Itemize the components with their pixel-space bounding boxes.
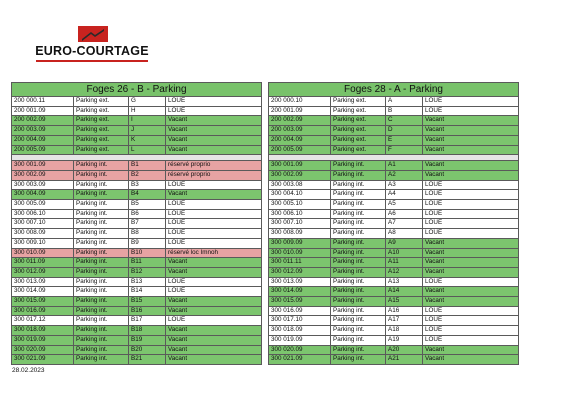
reference-cell: 300 012.09 [12, 267, 74, 277]
type-cell: Parking ext. [331, 145, 386, 155]
type-cell: Parking int. [74, 287, 129, 297]
reference-cell: 300 004.09 [12, 190, 74, 200]
table-row [12, 267, 262, 277]
place-cell: B5 [129, 200, 166, 210]
status-cell: Vacant [166, 126, 262, 136]
place-cell: A20 [386, 345, 423, 355]
place-cell: B1 [129, 161, 166, 171]
status-cell: Vacant [423, 345, 519, 355]
status-cell: LOUE [423, 229, 519, 239]
table-row [12, 258, 262, 268]
table-row [12, 116, 262, 126]
status-cell: Vacant [423, 355, 519, 365]
reference-cell: 300 019.09 [269, 335, 331, 345]
reference-cell: 300 017.12 [12, 316, 74, 326]
status-cell: Vacant [166, 190, 262, 200]
status-cell: LOUE [166, 219, 262, 229]
table-row [269, 219, 519, 229]
reference-cell: 200 001.09 [269, 106, 331, 116]
table-row [12, 219, 262, 229]
reference-cell: 300 006.10 [269, 209, 331, 219]
table-row [12, 145, 262, 155]
place-cell: H [129, 106, 166, 116]
reference-cell: 300 015.09 [269, 297, 331, 307]
place-cell: B11 [129, 258, 166, 268]
reference-cell: 300 010.09 [269, 248, 331, 258]
status-cell: Vacant [423, 161, 519, 171]
reference-cell: 300 005.09 [12, 200, 74, 210]
table-row [269, 297, 519, 307]
reference-cell: 300 014.09 [12, 287, 74, 297]
status-cell: réservé proprio [166, 170, 262, 180]
reference-cell: 300 004.10 [269, 190, 331, 200]
place-cell: B2 [129, 170, 166, 180]
table-row [12, 161, 262, 171]
parking-table-foges-26 [11, 82, 262, 365]
place-cell: G [129, 97, 166, 107]
status-cell: Vacant [423, 170, 519, 180]
reference-cell: 300 006.10 [12, 209, 74, 219]
table-title: Foges 26 - B - Parking [12, 83, 262, 97]
reference-cell: 200 005.09 [269, 145, 331, 155]
table-row [12, 297, 262, 307]
type-cell: Parking int. [74, 335, 129, 345]
place-cell: A4 [386, 190, 423, 200]
reference-cell: 300 008.09 [12, 229, 74, 239]
place-cell: I [129, 116, 166, 126]
status-cell: LOUE [423, 190, 519, 200]
table-row [269, 248, 519, 258]
logo-wordmark: EURO-COURTAGE [35, 44, 149, 58]
type-cell: Parking int. [74, 238, 129, 248]
table-row [269, 200, 519, 210]
table-row [269, 170, 519, 180]
status-cell: Vacant [423, 297, 519, 307]
type-cell: Parking int. [74, 161, 129, 171]
place-cell: B10 [129, 248, 166, 258]
table-row [12, 287, 262, 297]
status-cell: Vacant [423, 145, 519, 155]
type-cell: Parking int. [74, 170, 129, 180]
status-cell: LOUE [423, 316, 519, 326]
table-row [12, 200, 262, 210]
table-row [12, 135, 262, 145]
reference-cell: 300 002.09 [269, 170, 331, 180]
status-cell: LOUE [166, 209, 262, 219]
reference-cell: 300 010.09 [12, 248, 74, 258]
type-cell: Parking ext. [74, 116, 129, 126]
type-cell: Parking int. [331, 277, 386, 287]
reference-cell: 200 005.09 [12, 145, 74, 155]
table-row [269, 306, 519, 316]
place-cell: A9 [386, 238, 423, 248]
reference-cell: 300 008.09 [269, 229, 331, 239]
table-row [12, 180, 262, 190]
type-cell: Parking int. [74, 180, 129, 190]
table-row [12, 277, 262, 287]
place-cell: A17 [386, 316, 423, 326]
place-cell: A14 [386, 287, 423, 297]
type-cell: Parking ext. [331, 116, 386, 126]
type-cell: Parking ext. [331, 126, 386, 136]
table-row [269, 335, 519, 345]
place-cell: A12 [386, 267, 423, 277]
status-cell: réservé proprio [166, 161, 262, 171]
status-cell: LOUE [423, 209, 519, 219]
type-cell: Parking int. [331, 306, 386, 316]
table-row [269, 106, 519, 116]
table-row [269, 161, 519, 171]
reference-cell: 300 013.09 [269, 277, 331, 287]
status-cell: Vacant [423, 116, 519, 126]
type-cell: Parking ext. [331, 135, 386, 145]
reference-cell: 300 009.09 [269, 238, 331, 248]
status-cell: LOUE [166, 229, 262, 239]
status-cell: LOUE [423, 335, 519, 345]
status-cell: LOUE [423, 326, 519, 336]
type-cell: Parking ext. [74, 135, 129, 145]
reference-cell: 300 003.08 [269, 180, 331, 190]
type-cell: Parking int. [331, 267, 386, 277]
type-cell: Parking int. [331, 229, 386, 239]
place-cell: B16 [129, 306, 166, 316]
type-cell: Parking int. [331, 287, 386, 297]
reference-cell: 300 020.09 [269, 345, 331, 355]
type-cell: Parking ext. [74, 106, 129, 116]
table-row [12, 355, 262, 365]
reference-cell: 200 002.09 [269, 116, 331, 126]
type-cell: Parking int. [74, 209, 129, 219]
type-cell: Parking int. [74, 267, 129, 277]
place-cell: B13 [129, 277, 166, 287]
status-cell: LOUE [423, 277, 519, 287]
status-cell: Vacant [166, 116, 262, 126]
reference-cell: 300 007.10 [12, 219, 74, 229]
type-cell: Parking int. [74, 200, 129, 210]
place-cell: A [386, 97, 423, 107]
reference-cell: 300 003.09 [12, 180, 74, 190]
type-cell: Parking int. [331, 297, 386, 307]
status-cell: Vacant [166, 306, 262, 316]
status-cell: Vacant [423, 238, 519, 248]
reference-cell: 200 002.09 [12, 116, 74, 126]
table-row [12, 248, 262, 258]
place-cell: A19 [386, 335, 423, 345]
type-cell: Parking int. [74, 277, 129, 287]
place-cell: A21 [386, 355, 423, 365]
table-row [269, 126, 519, 136]
table-row [12, 97, 262, 107]
reference-cell: 300 016.09 [269, 306, 331, 316]
status-cell: Vacant [423, 287, 519, 297]
place-cell: A13 [386, 277, 423, 287]
status-cell: Vacant [423, 258, 519, 268]
status-cell: LOUE [423, 219, 519, 229]
type-cell: Parking ext. [331, 106, 386, 116]
type-cell: Parking int. [331, 238, 386, 248]
type-cell: Parking int. [74, 306, 129, 316]
place-cell: A10 [386, 248, 423, 258]
type-cell: Parking int. [74, 190, 129, 200]
place-cell: B [386, 106, 423, 116]
type-cell: Parking ext. [74, 126, 129, 136]
type-cell: Parking int. [331, 200, 386, 210]
place-cell: B17 [129, 316, 166, 326]
type-cell: Parking int. [331, 180, 386, 190]
place-cell: B9 [129, 238, 166, 248]
place-cell: B14 [129, 287, 166, 297]
table-row [12, 170, 262, 180]
table-title: Foges 28 - A - Parking [269, 83, 519, 97]
status-cell: LOUE [166, 200, 262, 210]
table-row [269, 229, 519, 239]
logo-underline [36, 60, 148, 62]
table-row [269, 355, 519, 365]
reference-cell: 300 001.09 [269, 161, 331, 171]
reference-cell: 200 004.09 [12, 135, 74, 145]
reference-cell: 300 009.10 [12, 238, 74, 248]
reference-cell: 300 002.09 [12, 170, 74, 180]
reference-cell: 200 003.09 [12, 126, 74, 136]
reference-cell: 200 003.09 [269, 126, 331, 136]
type-cell: Parking int. [331, 209, 386, 219]
table-row [12, 316, 262, 326]
type-cell: Parking ext. [331, 97, 386, 107]
place-cell: A6 [386, 209, 423, 219]
reference-cell: 300 020.09 [12, 345, 74, 355]
status-cell: Vacant [166, 335, 262, 345]
type-cell: Parking int. [331, 335, 386, 345]
table-row [269, 116, 519, 126]
reference-cell: 300 021.09 [12, 355, 74, 365]
status-cell: Vacant [166, 326, 262, 336]
type-cell: Parking int. [331, 326, 386, 336]
status-cell: Vacant [166, 345, 262, 355]
status-cell: LOUE [166, 238, 262, 248]
place-cell: B21 [129, 355, 166, 365]
type-cell: Parking int. [331, 161, 386, 171]
status-cell: réservé loc Imnoh [166, 248, 262, 258]
table-row [269, 287, 519, 297]
table-row [269, 277, 519, 287]
reference-cell: 200 000.10 [269, 97, 331, 107]
place-cell: J [129, 126, 166, 136]
reference-cell: 200 000.11 [12, 97, 74, 107]
reference-cell: 300 011.11 [269, 258, 331, 268]
company-logo [32, 26, 152, 66]
table-row [269, 238, 519, 248]
reference-cell: 300 017.10 [269, 316, 331, 326]
table-row [269, 316, 519, 326]
reference-cell: 300 005.10 [269, 200, 331, 210]
table-row [12, 126, 262, 136]
place-cell: A7 [386, 219, 423, 229]
status-cell: Vacant [166, 267, 262, 277]
reference-cell: 300 018.09 [269, 326, 331, 336]
table-row [269, 97, 519, 107]
status-cell: Vacant [166, 135, 262, 145]
place-cell: B15 [129, 297, 166, 307]
place-cell: A15 [386, 297, 423, 307]
type-cell: Parking int. [74, 345, 129, 355]
type-cell: Parking int. [74, 316, 129, 326]
reference-cell: 300 014.09 [269, 287, 331, 297]
place-cell: B3 [129, 180, 166, 190]
type-cell: Parking int. [331, 345, 386, 355]
place-cell: E [386, 135, 423, 145]
reference-cell: 300 021.09 [269, 355, 331, 365]
type-cell: Parking int. [74, 326, 129, 336]
type-cell: Parking int. [74, 248, 129, 258]
reference-cell: 300 019.09 [12, 335, 74, 345]
type-cell: Parking int. [331, 355, 386, 365]
status-cell: LOUE [423, 200, 519, 210]
table-row [269, 326, 519, 336]
status-cell: Vacant [166, 145, 262, 155]
place-cell: K [129, 135, 166, 145]
status-cell: LOUE [166, 277, 262, 287]
reference-cell: 300 007.10 [269, 219, 331, 229]
place-cell: A16 [386, 306, 423, 316]
status-cell: LOUE [166, 287, 262, 297]
status-cell: Vacant [423, 267, 519, 277]
type-cell: Parking int. [331, 190, 386, 200]
status-cell: LOUE [423, 306, 519, 316]
place-cell: A18 [386, 326, 423, 336]
type-cell: Parking int. [74, 355, 129, 365]
place-cell: B6 [129, 209, 166, 219]
type-cell: Parking int. [74, 258, 129, 268]
place-cell: B19 [129, 335, 166, 345]
reference-cell: 200 004.09 [269, 135, 331, 145]
status-cell: Vacant [423, 135, 519, 145]
table-row [12, 209, 262, 219]
table-row [12, 326, 262, 336]
table-row [12, 345, 262, 355]
place-cell: A8 [386, 229, 423, 239]
status-cell: Vacant [166, 355, 262, 365]
status-cell: Vacant [166, 258, 262, 268]
reference-cell: 300 012.09 [269, 267, 331, 277]
status-cell: LOUE [423, 180, 519, 190]
reference-cell: 300 018.09 [12, 326, 74, 336]
place-cell: A3 [386, 180, 423, 190]
table-row [12, 190, 262, 200]
place-cell: B8 [129, 229, 166, 239]
reference-cell: 300 016.09 [12, 306, 74, 316]
reference-cell: 300 011.09 [12, 258, 74, 268]
table-row [269, 258, 519, 268]
document-date: 28.02.2023 [12, 367, 45, 374]
reference-cell: 300 015.09 [12, 297, 74, 307]
place-cell: D [386, 126, 423, 136]
place-cell: B12 [129, 267, 166, 277]
place-cell: B18 [129, 326, 166, 336]
type-cell: Parking int. [74, 229, 129, 239]
table-row [12, 106, 262, 116]
status-cell: Vacant [166, 297, 262, 307]
type-cell: Parking ext. [74, 97, 129, 107]
type-cell: Parking int. [74, 297, 129, 307]
type-cell: Parking int. [331, 219, 386, 229]
type-cell: Parking int. [74, 219, 129, 229]
table-row [269, 190, 519, 200]
table-row [12, 306, 262, 316]
reference-cell: 200 001.09 [12, 106, 74, 116]
table-row [269, 135, 519, 145]
table-row [12, 238, 262, 248]
type-cell: Parking int. [331, 316, 386, 326]
status-cell: LOUE [166, 316, 262, 326]
table-row [269, 180, 519, 190]
status-cell: LOUE [423, 97, 519, 107]
type-cell: Parking ext. [74, 145, 129, 155]
table-row [269, 345, 519, 355]
status-cell: LOUE [423, 106, 519, 116]
parking-table-foges-28 [268, 82, 519, 365]
place-cell: B7 [129, 219, 166, 229]
status-cell: LOUE [166, 97, 262, 107]
place-cell: A11 [386, 258, 423, 268]
place-cell: B20 [129, 345, 166, 355]
table-row [269, 209, 519, 219]
status-cell: LOUE [166, 180, 262, 190]
status-cell: Vacant [423, 126, 519, 136]
place-cell: A1 [386, 161, 423, 171]
type-cell: Parking int. [331, 248, 386, 258]
type-cell: Parking int. [331, 258, 386, 268]
table-row [12, 229, 262, 239]
place-cell: L [129, 145, 166, 155]
table-row [269, 145, 519, 155]
status-cell: Vacant [423, 248, 519, 258]
place-cell: B4 [129, 190, 166, 200]
logo-mark-icon [78, 26, 108, 42]
place-cell: A5 [386, 200, 423, 210]
table-row [269, 267, 519, 277]
place-cell: F [386, 145, 423, 155]
place-cell: C [386, 116, 423, 126]
reference-cell: 300 001.09 [12, 161, 74, 171]
status-cell: LOUE [166, 106, 262, 116]
type-cell: Parking int. [331, 170, 386, 180]
table-row [12, 335, 262, 345]
reference-cell: 300 013.09 [12, 277, 74, 287]
place-cell: A2 [386, 170, 423, 180]
